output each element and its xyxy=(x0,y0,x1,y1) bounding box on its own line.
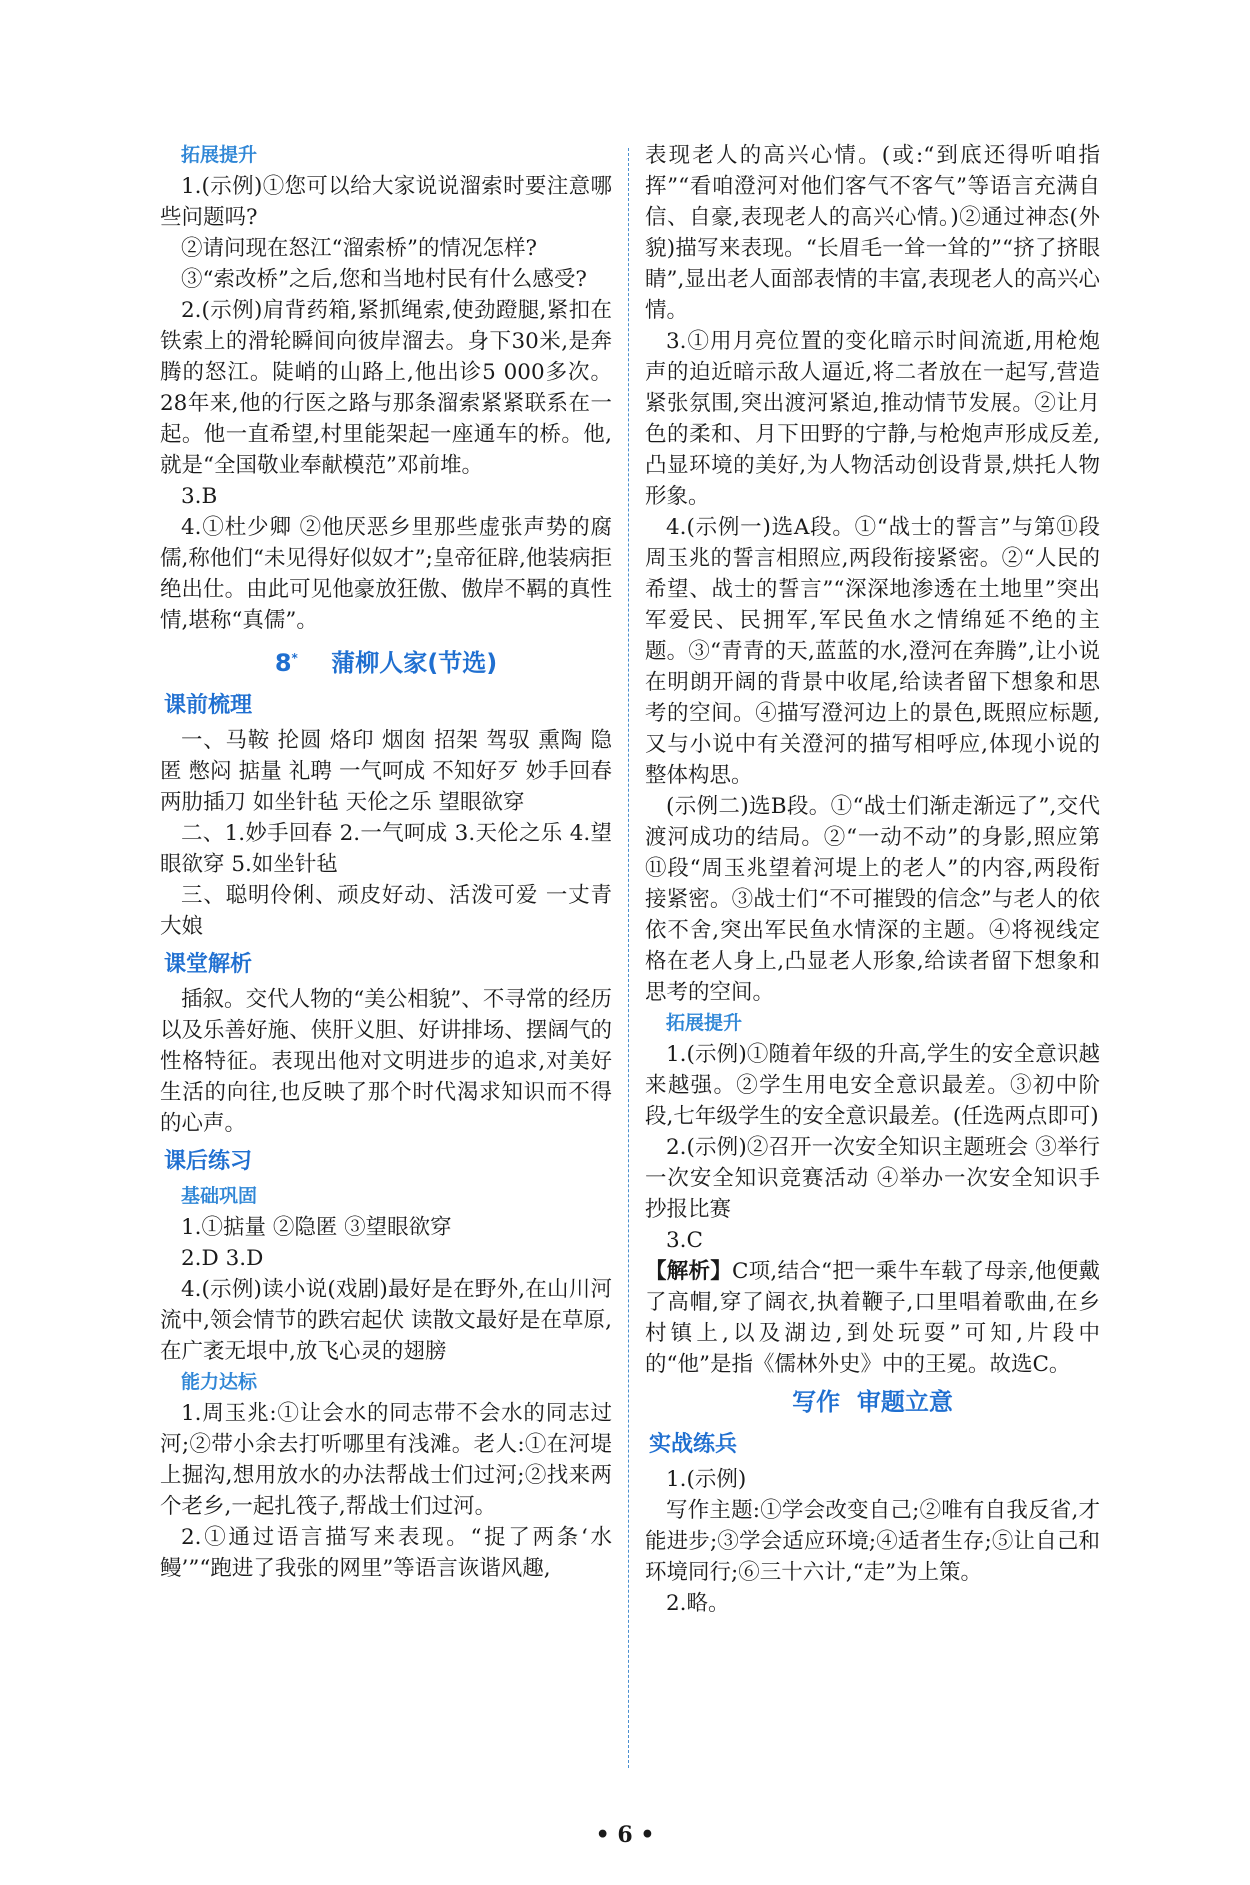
right-column xyxy=(645,140,1100,1619)
answer-line: 三、聪明伶俐、顽皮好动、活泼可爱 一丈青大娘 xyxy=(160,883,612,939)
answer-line: 2.略。 xyxy=(666,1591,730,1616)
answer-line: 2.D 3.D xyxy=(181,1246,264,1271)
tuozhan-heading: 拓展提升 xyxy=(181,144,258,166)
answer-line: 插叙。交代人物的“美公相貌”、不寻常的经历以及乐善好施、侠肝义胆、好讲排场、摆阔气的性格特征。表现出他对文明进步的追求,对美好生活的向往,也反映了那个时代渴求知识而不得的心声。 xyxy=(160,987,612,1136)
answer-line: 4.(示例一)选A段。①“战士的誓言”与第⑪段周玉兆的誓言相照应,两段衔接紧密。②“人民的希望、战士的誓言”“深深地渗透在土地里”突出军爱民、民拥军,军民鱼水之情绵延不绝的主题。③“青青的天,蓝蓝的水,澄河在奔腾”,让小说在明朗开阔的背景中收尾,给读者留下想象和思考的空间。④描写澄河边上的景色,既照应标题,又与小说中有关澄河的描写相呼应,体现小说的整体构思。 xyxy=(645,515,1100,788)
lesson-title xyxy=(160,638,612,683)
answer-line: ③“索改桥”之后,您和当地村民有什么感受? xyxy=(181,267,587,292)
writing-title: 写作 审题立意 xyxy=(792,1388,953,1416)
answer-line: 1.(示例)①您可以给大家说说溜索时要注意哪些问题吗? xyxy=(160,174,612,230)
analysis-tag: 【解析】 xyxy=(645,1259,732,1284)
left-column xyxy=(160,140,612,1584)
answer-line: 2.①通过语言描写来表现。“捉了两条‘水鳗’”“跑进了我张的网里”等语言诙谐风趣, xyxy=(160,1525,612,1581)
answer-line: ②请问现在怒江“溜索桥”的情况怎样? xyxy=(181,236,538,261)
analysis-text: C项,结合“把一乘牛车载了母亲,他便戴了高帽,穿了阔衣,执着鞭子,口里唱着歌曲,在乡村镇上,以及湖边,到处玩耍”可知,片段中的“他”是指《儒林外史》中的王冕。故选C。 xyxy=(645,1259,1100,1377)
answer-line: 4.①杜少卿 ②他厌恶乡里那些虚张声势的腐儒,称他们“未见得好似奴才”;皇帝征辟,他装病拒绝出仕。由此可见他豪放狂傲、傲岸不羁的真性情,堪称“真儒”。 xyxy=(160,515,612,633)
nldb-heading: 能力达标 xyxy=(181,1371,258,1393)
answer-line: 1.周玉兆:①让会水的同志带不会水的同志过河;②带小余去打听哪里有浅滩。老人:①在河堤上掘沟,想用放水的办法帮战士们过河;②找来两个老乡,一起扎筏子,帮战士们过河。 xyxy=(160,1401,612,1519)
answer-line: 2.(示例)肩背药箱,紧抓绳索,使劲蹬腿,紧扣在铁索上的滑轮瞬间向彼岸溜去。身下30米,是奔腾的怒江。陡峭的山路上,他出诊5 000多次。28年来,他的行医之路与那条溜索紧紧联系在一起。他一直希望,村里能架起一座通车的桥。他,就是“全国敬业奉献模范”邓前堆。 xyxy=(160,298,612,478)
answer-line: 3.①用月亮位置的变化暗示时间流逝,用枪炮声的迫近暗示敌人逼近,将二者放在一起写,营造紧张氛围,突出渡河紧迫,推动情节发展。②让月色的柔和、月下田野的宁静,与枪炮声形成反差,凸显环境的美好,为人物活动创设背景,烘托人物形象。 xyxy=(645,329,1100,509)
answer-line: 4.(示例)读小说(戏剧)最好是在野外,在山川河流中,领会情节的跌宕起伏 读散文最好是在草原,在广袤无垠中,放飞心灵的翅膀 xyxy=(160,1277,612,1364)
tuozhan-heading: 拓展提升 xyxy=(666,1012,743,1034)
answer-line: 3.B xyxy=(181,484,218,509)
answer-line: 1.①掂量 ②隐匿 ③望眼欲穿 xyxy=(181,1215,452,1240)
answer-line: 1.(示例)①随着年级的升高,学生的安全意识越来越强。②学生用电安全意识最差。③初中阶段,七年级学生的安全意识最差。(任选两点即可) xyxy=(645,1042,1100,1129)
answer-line: 二、1.妙手回春 2.一气呵成 3.天伦之乐 4.望眼欲穿 5.如坐针毡 xyxy=(160,821,612,877)
page-number: • 6 • xyxy=(595,1822,655,1848)
answer-line: 2.(示例)②召开一次安全知识主题班会 ③举行一次安全知识竞赛活动 ④举办一次安全知识手抄报比赛 xyxy=(645,1135,1100,1222)
kqsl-heading: 课前梳理 xyxy=(164,693,253,718)
lesson-title-text: 蒲柳人家(节选) xyxy=(331,649,498,677)
column-divider xyxy=(628,148,629,1768)
jcgg-heading: 基础巩固 xyxy=(181,1185,258,1207)
lesson-star: * xyxy=(291,651,298,665)
analysis-paragraph xyxy=(645,1256,1100,1380)
khlx-heading: 课后练习 xyxy=(164,1149,253,1174)
answer-line: 1.(示例) xyxy=(666,1467,747,1492)
answer-line: 写作主题:①学会改变自己;②唯有自我反省,才能进步;③学会适应环境;④适者生存;⑤让自己和环境同行;⑥三十六计,“走”为上策。 xyxy=(645,1498,1100,1585)
ktjx-heading: 课堂解析 xyxy=(164,952,253,977)
lesson-number: 8 xyxy=(274,649,292,677)
answer-line: 表现老人的高兴心情。(或:“到底还得听咱指挥”“看咱澄河对他们客气不客气”等语言充满自信、自豪,表现老人的高兴心情。)②通过神态(外貌)描写来表现。“长眉毛一耸一耸的”“挤了挤眼睛”,显出老人面部表情的丰富,表现老人的高兴心情。 xyxy=(645,143,1100,323)
szlb-heading: 实战练兵 xyxy=(649,1432,738,1457)
answer-line: 一、马鞍 抡圆 烙印 烟囱 招架 驾驭 熏陶 隐匿 憋闷 掂量 礼聘 一气呵成 不知好歹 妙手回春 两肋插刀 如坐针毡 天伦之乐 望眼欲穿 xyxy=(160,728,612,815)
answer-line: (示例二)选B段。①“战士们渐走渐远了”,交代渡河成功的结局。②“一动不动”的身影,照应第⑪段“周玉兆望着河堤上的老人”的内容,两段衔接紧密。③战士们“不可摧毁的信念”与老人的依依不舍,突出军民鱼水情深的主题。④将视线定格在老人身上,凸显老人形象,给读者留下想象和思考的空间。 xyxy=(645,794,1100,1005)
answer-line: 3.C xyxy=(666,1228,703,1253)
